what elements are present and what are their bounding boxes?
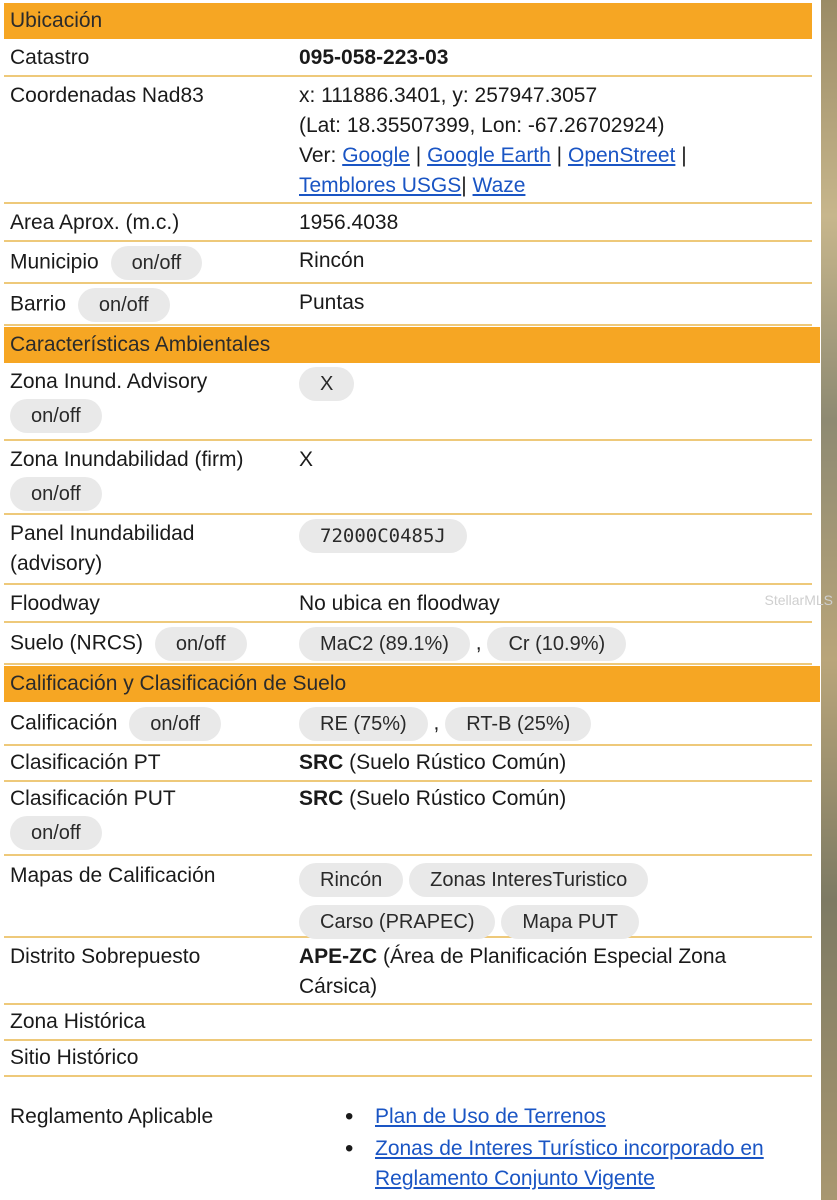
row-barrio xyxy=(4,284,812,326)
coordenadas-value: x: 111886.3401, y: 257947.3057 (Lat: 18.35507399, Lon: -67.26702924) Ver: Google | Google Earth | OpenStreet | Temblores USGS| Waze xyxy=(299,81,799,201)
row-distrito xyxy=(4,938,812,1005)
suelo-label-group xyxy=(10,627,290,661)
row-municipio xyxy=(4,242,812,284)
coordenadas-label: Coordenadas Nad83 xyxy=(10,84,204,107)
row-clasificacion-pt xyxy=(4,746,812,782)
row-zona-firm xyxy=(4,441,812,515)
municipio-label-group xyxy=(10,246,290,280)
section-header-calificacion: Calificación y Clasificación de Suelo xyxy=(4,666,820,702)
suelo-value-cr[interactable]: Cr (10.9%) xyxy=(487,627,626,661)
municipio-value: Rincón xyxy=(299,249,365,272)
zona-firm-value: X xyxy=(299,448,314,471)
area-label: Area Aprox. (m.c.) xyxy=(10,211,180,234)
suelo-label: Suelo (NRCS) xyxy=(10,631,144,655)
catastro-label: Catastro xyxy=(10,46,90,69)
municipio-label: Municipio xyxy=(10,250,99,274)
zona-advisory-label-group xyxy=(10,367,290,433)
zona-firm-label-group xyxy=(10,445,290,511)
section-header-ubicacion: Ubicación xyxy=(4,3,812,39)
row-area xyxy=(4,204,812,242)
clasificacion-pt-label: Clasificación PT xyxy=(10,751,161,774)
calificacion-value-re[interactable]: RE (75%) xyxy=(299,707,428,741)
distrito-label: Distrito Sobrepuesto xyxy=(10,945,201,968)
row-mapas xyxy=(4,856,812,938)
calificacion-label-group xyxy=(10,707,290,741)
zona-historica-label: Zona Histórica xyxy=(10,1010,146,1033)
reglamento-list xyxy=(345,1102,815,1196)
coordenadas-xy: x: 111886.3401, y: 257947.3057 xyxy=(299,84,598,107)
barrio-label-group xyxy=(10,288,290,322)
mapas-label: Mapas de Calificación xyxy=(10,864,216,887)
ver-label: Ver: xyxy=(299,144,337,167)
barrio-toggle-button[interactable]: on/off xyxy=(78,288,170,322)
row-floodway xyxy=(4,585,812,623)
panel-label-group xyxy=(10,519,290,579)
panel-value[interactable]: 72000C0485J xyxy=(299,519,467,553)
row-suelo xyxy=(4,623,812,665)
mapa-carso-prapec-button[interactable]: Carso (PRAPEC) xyxy=(299,905,495,939)
calificacion-comma: , xyxy=(433,711,440,735)
clasificacion-pt-value: SRC (Suelo Rústico Común) xyxy=(299,751,567,774)
row-zona-historica xyxy=(4,1005,812,1041)
mapa-put-button[interactable]: Mapa PUT xyxy=(501,905,639,939)
zona-firm-label: Zona Inundabilidad (firm) xyxy=(10,448,244,471)
row-zona-advisory xyxy=(4,363,812,441)
watermark: StellarMLS xyxy=(764,592,833,608)
row-sitio-historico xyxy=(4,1041,812,1077)
zona-advisory-value[interactable]: X xyxy=(299,367,354,401)
calificacion-toggle-button[interactable]: on/off xyxy=(129,707,221,741)
link-google-earth[interactable]: Google Earth xyxy=(427,144,551,167)
zona-firm-toggle-button[interactable]: on/off xyxy=(10,477,102,511)
zona-advisory-label: Zona Inund. Advisory xyxy=(10,370,208,393)
ver-links: Ver: Google | Google Earth | OpenStreet | xyxy=(299,144,687,167)
mapa-zonas-interes-turistico-button[interactable]: Zonas InteresTuristico xyxy=(409,863,648,897)
floodway-label: Floodway xyxy=(10,592,100,615)
suelo-comma: , xyxy=(475,631,482,655)
section-header-ambientales: Características Ambientales xyxy=(4,327,820,363)
row-catastro xyxy=(4,39,812,77)
reglamento-label: Reglamento Aplicable xyxy=(10,1105,214,1128)
mapa-rincon-button[interactable]: Rincón xyxy=(299,863,403,897)
calificacion-label: Calificación xyxy=(10,711,118,735)
clasificacion-put-value: SRC (Suelo Rústico Común) xyxy=(299,787,567,810)
row-panel xyxy=(4,515,812,585)
row-clasificacion-put xyxy=(4,782,812,856)
link-plan-uso-terrenos[interactable]: Plan de Uso de Terrenos xyxy=(375,1105,606,1128)
area-value: 1956.4038 xyxy=(299,211,399,234)
clasificacion-put-toggle-button[interactable]: on/off xyxy=(10,816,102,850)
link-zonas-interes-turistico[interactable]: Zonas de Interes Turístico incorporado en Reglamento Conjunto Vigente xyxy=(375,1137,764,1190)
zona-advisory-toggle-button[interactable]: on/off xyxy=(10,399,102,433)
row-coordenadas xyxy=(4,77,812,204)
sitio-historico-label: Sitio Histórico xyxy=(10,1046,139,1069)
floodway-value: No ubica en floodway xyxy=(299,592,500,615)
barrio-label: Barrio xyxy=(10,292,67,316)
clasificacion-put-label-group xyxy=(10,784,290,850)
municipio-toggle-button[interactable]: on/off xyxy=(111,246,203,280)
coordenadas-latlon: (Lat: 18.35507399, Lon: -67.26702924) xyxy=(299,114,665,137)
catastro-value: 095-058-223-03 xyxy=(299,46,449,69)
suelo-value-mac2[interactable]: MaC2 (89.1%) xyxy=(299,627,470,661)
calificacion-value-rtb[interactable]: RT-B (25%) xyxy=(445,707,591,741)
row-calificacion xyxy=(4,702,812,746)
link-temblores-usgs[interactable]: Temblores USGS xyxy=(299,174,462,197)
link-openstreet[interactable]: OpenStreet xyxy=(567,144,676,167)
distrito-value: APE-ZC (Área de Planificación Especial Zona Cársica) xyxy=(299,945,727,998)
panel-label-line1: Panel Inundabilidad xyxy=(10,522,195,545)
barrio-value: Puntas xyxy=(299,291,365,314)
reglamento-item xyxy=(345,1134,815,1194)
link-google[interactable]: Google xyxy=(342,144,410,167)
suelo-toggle-button[interactable]: on/off xyxy=(155,627,247,661)
link-waze[interactable]: Waze xyxy=(472,174,526,197)
clasificacion-put-label: Clasificación PUT xyxy=(10,787,176,810)
panel-label-line2: (advisory) xyxy=(10,552,103,575)
reglamento-item xyxy=(345,1102,815,1132)
